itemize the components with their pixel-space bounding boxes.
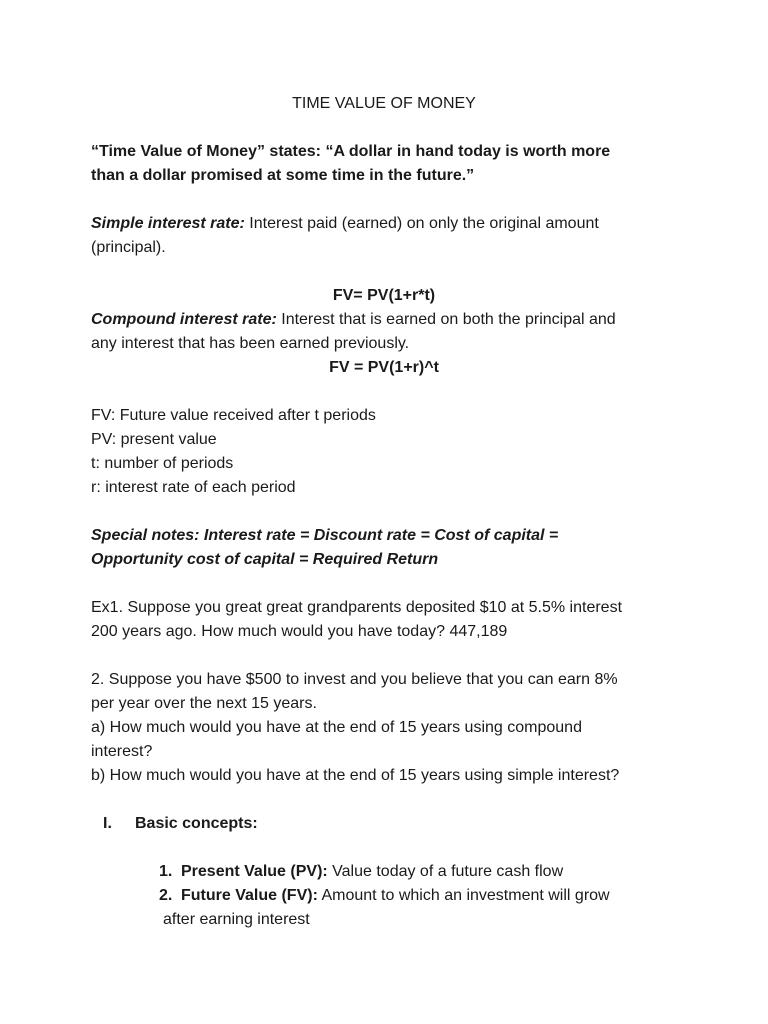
compound-interest-term: Compound interest rate: — [91, 311, 277, 328]
example-2-question-a-cont: interest? — [91, 743, 153, 760]
concept-2-term: Future Value (FV): — [181, 887, 318, 904]
simple-interest-line-1 — [91, 212, 599, 236]
example-1-line-2: 200 years ago. How much would you have today? 447,189 — [91, 623, 508, 640]
simple-interest-term: Simple interest rate: — [91, 215, 245, 232]
example-2-line-2: per year over the next 15 years. — [91, 695, 317, 712]
special-notes-line-2: Opportunity cost of capital = Required Return — [91, 551, 439, 568]
concept-2-desc-cont: after earning interest — [163, 911, 310, 928]
example-1-line-1: Ex1. Suppose you great great grandparents deposited $10 at 5.5% interest — [91, 599, 623, 616]
concept-2-desc: Amount to which an investment will grow — [317, 887, 610, 904]
definition-t: t: number of periods — [91, 455, 234, 472]
concept-2 — [181, 884, 610, 908]
simple-interest-line-2: (principal). — [91, 239, 166, 256]
example-2-question-a: a) How much would you have at the end of 15 years using compound — [91, 719, 582, 736]
simple-interest-formula: FV= PV(1+r*t) — [332, 287, 436, 304]
concept-2-number: 2. — [159, 887, 173, 904]
compound-interest-line-1 — [91, 308, 616, 332]
page-title: TIME VALUE OF MONEY — [292, 95, 476, 112]
concept-1-term: Present Value (PV): — [181, 863, 328, 880]
concept-1 — [181, 860, 563, 884]
definition-fv: FV: Future value received after t periods — [91, 407, 376, 424]
compound-interest-line-2: any interest that has been earned previously. — [91, 335, 410, 352]
example-2-line-1: 2. Suppose you have $500 to invest and you believe that you can earn 8% — [91, 671, 618, 688]
quote-line-1: “Time Value of Money” states: “A dollar in hand today is worth more — [91, 143, 611, 160]
section-number: I. — [103, 815, 112, 832]
definition-r: r: interest rate of each period — [91, 479, 296, 496]
example-2-question-b: b) How much would you have at the end of 15 years using simple interest? — [91, 767, 620, 784]
section-heading: Basic concepts: — [135, 815, 258, 832]
special-notes-line-1: Special notes: Interest rate = Discount rate = Cost of capital = — [91, 527, 559, 544]
concept-1-desc: Value today of a future cash flow — [327, 863, 564, 880]
definition-pv: PV: present value — [91, 431, 217, 448]
compound-interest-formula: FV = PV(1+r)^t — [329, 359, 439, 376]
simple-interest-desc: Interest paid (earned) on only the original amount — [244, 215, 599, 232]
concept-1-number: 1. — [159, 863, 173, 880]
quote-line-2: than a dollar promised at some time in the future.” — [91, 167, 475, 184]
compound-interest-desc: Interest that is earned on both the principal and — [276, 311, 616, 328]
